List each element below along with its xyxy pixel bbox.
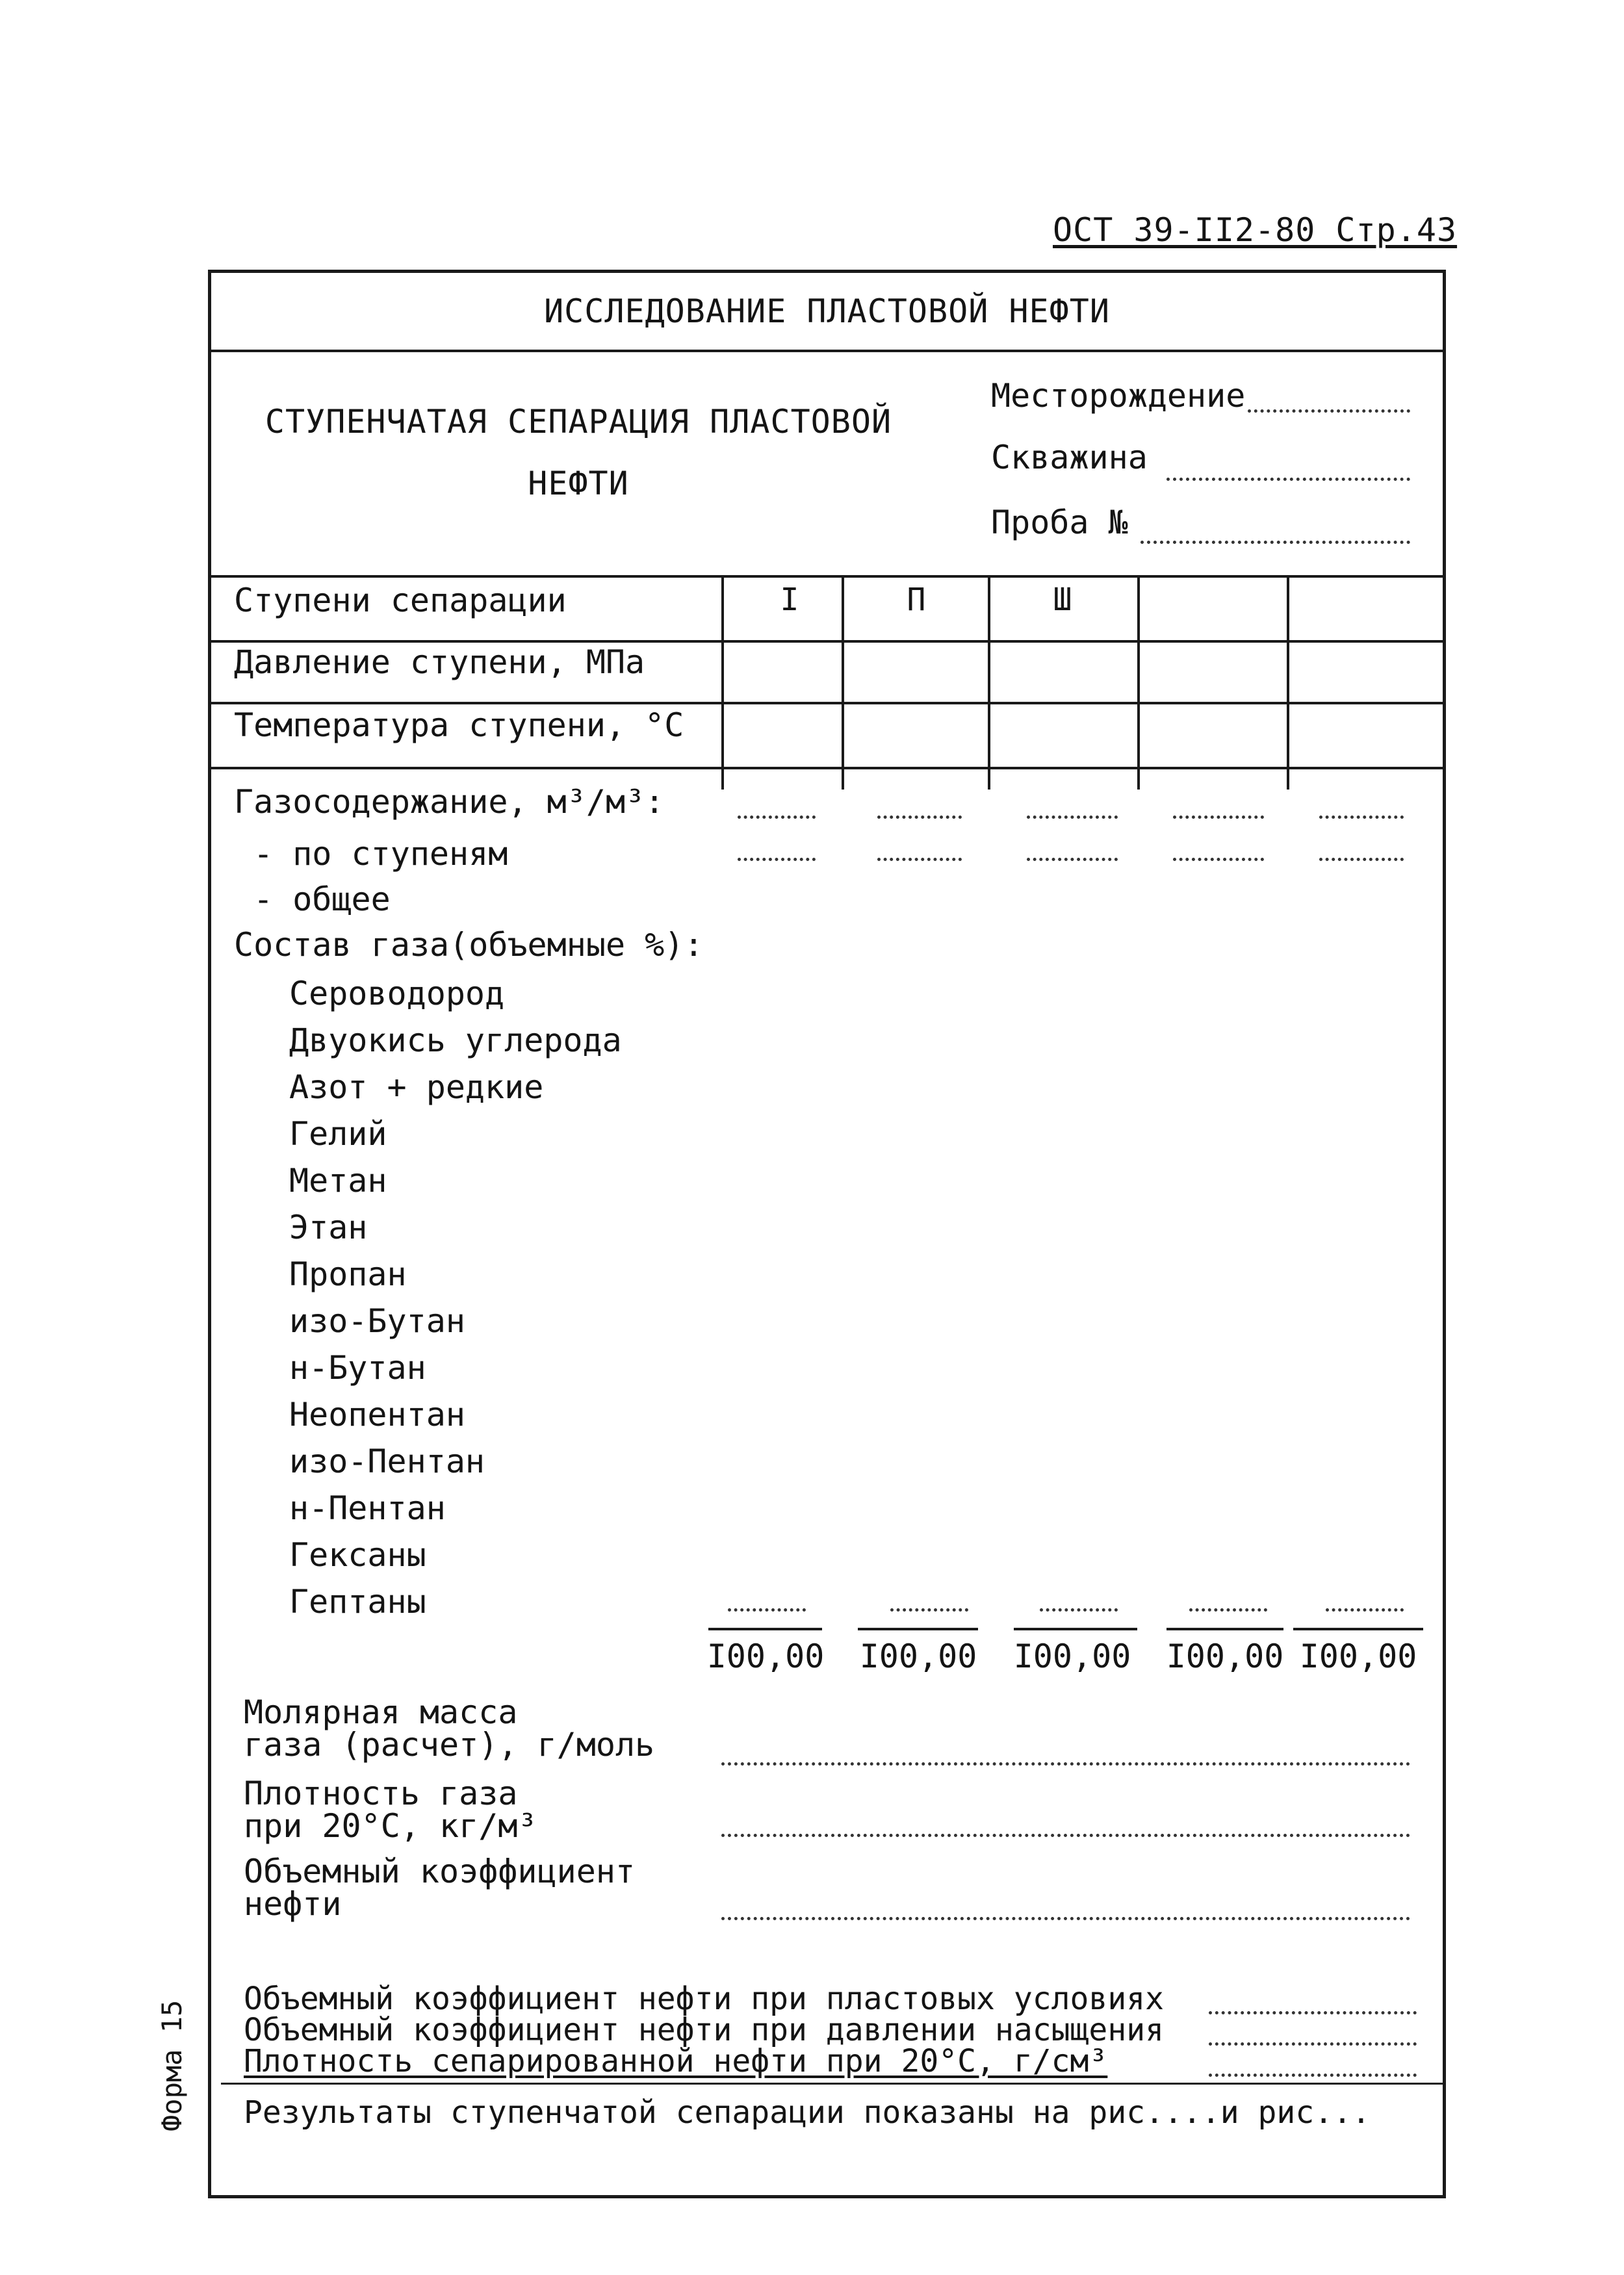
component-8: изо-Бутан bbox=[289, 1302, 465, 1340]
total-value-5: I00,00 bbox=[1299, 1638, 1417, 1675]
dots bbox=[1209, 2011, 1417, 2014]
dots bbox=[1326, 1608, 1404, 1612]
dots bbox=[1189, 1608, 1267, 1612]
component-11: изо-Пентан bbox=[289, 1443, 485, 1480]
composition-title: Состав газа(объемные %): bbox=[234, 926, 704, 964]
dots bbox=[1209, 2042, 1417, 2046]
bottom-line-2: Объемный коэффициент нефти при давлении насыщения bbox=[244, 2012, 1165, 2048]
row-label-stages: Ступени сепарации bbox=[234, 582, 567, 619]
table-bottom-line bbox=[208, 767, 1446, 769]
table-line bbox=[208, 640, 1446, 643]
gas-content-total: - общее bbox=[253, 880, 391, 918]
dots bbox=[728, 1608, 806, 1612]
form-title-line-1: СТУПЕНЧАТАЯ СЕПАРАЦИЯ ПЛАСТОВОЙ bbox=[264, 403, 892, 441]
section-title: ИССЛЕДОВАНИЕ ПЛАСТОВОЙ НЕФТИ bbox=[544, 292, 1110, 330]
component-13: Гексаны bbox=[289, 1536, 426, 1574]
volume-coeff-label bbox=[244, 1853, 636, 1923]
page-header: ОСТ 39-II2-80 Стр.43 bbox=[1053, 211, 1458, 249]
gas-density-line-2: при 20°С, кг/м³ bbox=[244, 1807, 537, 1845]
dots bbox=[1209, 2074, 1417, 2077]
total-value-2: I00,00 bbox=[859, 1638, 977, 1675]
column-divider bbox=[1137, 575, 1140, 790]
molar-mass-line-2: газа (расчет), г/моль bbox=[244, 1726, 655, 1764]
volume-coeff-line-1: Объемный коэффициент bbox=[244, 1853, 636, 1890]
sample-dots bbox=[1141, 541, 1410, 544]
dots bbox=[721, 1917, 1410, 1920]
bottom-line-3: Плотность сепарированной нефти при 20°С, г/см³ bbox=[244, 2043, 1108, 2079]
component-10: Неопентан bbox=[289, 1396, 465, 1433]
component-12: н-Пентан bbox=[289, 1489, 446, 1527]
sum-line bbox=[1293, 1628, 1423, 1630]
sum-line bbox=[1166, 1628, 1283, 1630]
sum-line bbox=[858, 1628, 978, 1630]
dots bbox=[1040, 1608, 1118, 1612]
stage-label-2: П bbox=[907, 582, 926, 618]
column-divider bbox=[721, 575, 724, 790]
dots bbox=[1027, 816, 1118, 819]
sample-label: Проба № bbox=[991, 504, 1128, 541]
dots bbox=[738, 816, 816, 819]
gas-content-by-stages: - по ступеням bbox=[253, 835, 508, 873]
component-5: Метан bbox=[289, 1162, 387, 1200]
total-value-3: I00,00 bbox=[1013, 1638, 1131, 1675]
row-label-temperature: Температура ступени, °С bbox=[234, 706, 684, 744]
sum-line bbox=[708, 1628, 822, 1630]
results-line: Результаты ступенчатой сепарации показаны на рис....и рис... bbox=[244, 2094, 1371, 2131]
component-6: Этан bbox=[289, 1209, 368, 1246]
gas-content-title: Газосодержание, м³/м³: bbox=[234, 783, 665, 821]
component-14: Гептаны bbox=[289, 1583, 426, 1621]
component-2: Двуокись углерода bbox=[289, 1022, 622, 1059]
form-title-line-2: НЕФТИ bbox=[528, 465, 629, 502]
field-label: Месторождение bbox=[991, 377, 1246, 415]
stage-label-3: Ш bbox=[1053, 582, 1072, 618]
sum-line bbox=[1014, 1628, 1137, 1630]
component-3: Азот + редкие bbox=[289, 1068, 544, 1106]
molar-mass-label bbox=[244, 1693, 655, 1764]
dots bbox=[877, 816, 962, 819]
dots bbox=[1173, 816, 1264, 819]
dots bbox=[877, 858, 962, 861]
dots bbox=[721, 1762, 1410, 1766]
stage-label-1: I bbox=[780, 582, 799, 618]
row-label-pressure: Давление ступени, МПа bbox=[234, 643, 645, 681]
dots bbox=[738, 858, 816, 861]
bottom-line-1: Объемный коэффициент нефти при пластовых условиях bbox=[244, 1981, 1165, 2017]
divider bbox=[208, 350, 1446, 352]
total-value-4: I00,00 bbox=[1166, 1638, 1284, 1675]
component-1: Сероводород bbox=[289, 975, 505, 1012]
table-line bbox=[208, 702, 1446, 704]
gas-density-line-1: Плотность газа bbox=[244, 1775, 518, 1812]
table-top-line bbox=[208, 575, 1446, 578]
column-divider bbox=[988, 575, 990, 790]
field-dots bbox=[1248, 409, 1410, 413]
dots bbox=[890, 1608, 968, 1612]
volume-coeff-line-2: нефти bbox=[244, 1885, 342, 1923]
dots bbox=[1173, 858, 1264, 861]
total-value-1: I00,00 bbox=[706, 1638, 825, 1675]
molar-mass-line-1: Молярная масса bbox=[244, 1693, 518, 1731]
well-dots bbox=[1166, 478, 1410, 481]
dots bbox=[1027, 858, 1118, 861]
column-divider bbox=[1287, 575, 1289, 790]
component-7: Пропан bbox=[289, 1255, 407, 1293]
divider bbox=[221, 2083, 1443, 2085]
component-9: н-Бутан bbox=[289, 1349, 426, 1387]
dots bbox=[1319, 858, 1404, 861]
component-4: Гелий bbox=[289, 1115, 387, 1153]
well-label: Скважина bbox=[991, 439, 1148, 476]
gas-density-label bbox=[244, 1775, 537, 1845]
dots bbox=[721, 1834, 1410, 1837]
form-number-label: Форма 15 bbox=[156, 1999, 188, 2131]
dots bbox=[1319, 816, 1404, 819]
